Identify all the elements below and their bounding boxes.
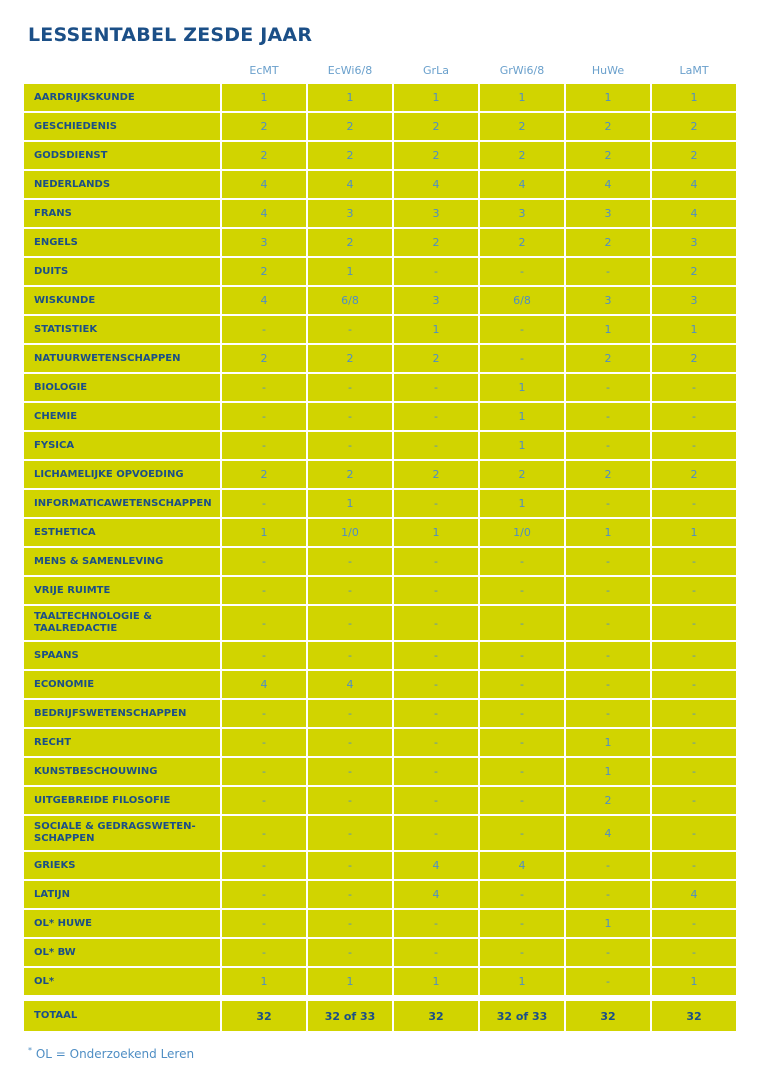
- hours-cell: 3: [566, 200, 650, 227]
- hours-cell: 3: [222, 229, 306, 256]
- hours-cell: 4: [652, 881, 736, 908]
- hours-cell: 2: [652, 461, 736, 488]
- hours-cell: -: [308, 577, 392, 604]
- hours-cell: -: [480, 577, 564, 604]
- hours-cell: -: [222, 939, 306, 966]
- hours-cell: -: [222, 490, 306, 517]
- hours-cell: -: [308, 787, 392, 814]
- hours-cell: -: [308, 642, 392, 669]
- hours-cell: -: [222, 577, 306, 604]
- hours-cell: 2: [222, 345, 306, 372]
- subject-cell: GESCHIEDENIS: [24, 113, 220, 140]
- hours-cell: -: [308, 910, 392, 937]
- hours-cell: 3: [652, 229, 736, 256]
- hours-cell: 1: [652, 519, 736, 546]
- hours-cell: 2: [652, 142, 736, 169]
- subject-cell: OL* HUWE: [24, 910, 220, 937]
- hours-cell: -: [480, 729, 564, 756]
- hours-cell: -: [308, 606, 392, 640]
- hours-cell: 1: [652, 968, 736, 995]
- hours-cell: -: [566, 403, 650, 430]
- hours-cell: 2: [566, 345, 650, 372]
- hours-cell: -: [566, 548, 650, 575]
- hours-cell: -: [308, 758, 392, 785]
- hours-cell: 3: [394, 200, 478, 227]
- hours-cell: 1: [480, 968, 564, 995]
- subject-cell: KUNSTBESCHOUWING: [24, 758, 220, 785]
- hours-cell: -: [566, 490, 650, 517]
- hours-cell: 1: [308, 968, 392, 995]
- hours-cell: 4: [480, 852, 564, 879]
- hours-cell: -: [480, 910, 564, 937]
- hours-cell: 2: [308, 345, 392, 372]
- hours-cell: 2: [652, 345, 736, 372]
- hours-cell: -: [308, 432, 392, 459]
- hours-cell: 1: [222, 519, 306, 546]
- hours-cell: -: [308, 700, 392, 727]
- hours-cell: -: [566, 968, 650, 995]
- subject-cell: FRANS: [24, 200, 220, 227]
- subject-cell: LICHAMELIJKE OPVOEDING: [24, 461, 220, 488]
- total-cell: 32: [222, 1001, 306, 1031]
- hours-cell: -: [222, 432, 306, 459]
- hours-cell: 2: [394, 461, 478, 488]
- page-title: LESSENTABEL ZESDE JAAR: [28, 24, 313, 46]
- hours-cell: -: [222, 548, 306, 575]
- hours-cell: 4: [394, 852, 478, 879]
- hours-cell: 1: [652, 84, 736, 111]
- hours-cell: 2: [222, 258, 306, 285]
- hours-cell: 4: [652, 200, 736, 227]
- subject-cell: BIOLOGIE: [24, 374, 220, 401]
- hours-cell: 2: [566, 229, 650, 256]
- hours-cell: 1: [566, 519, 650, 546]
- hours-cell: -: [394, 816, 478, 850]
- hours-cell: -: [222, 758, 306, 785]
- hours-cell: -: [222, 729, 306, 756]
- hours-cell: -: [566, 432, 650, 459]
- hours-cell: -: [394, 642, 478, 669]
- hours-cell: -: [394, 490, 478, 517]
- hours-cell: 2: [480, 113, 564, 140]
- hours-cell: -: [394, 374, 478, 401]
- hours-cell: 2: [308, 461, 392, 488]
- hours-cell: -: [222, 606, 306, 640]
- hours-cell: -: [222, 403, 306, 430]
- hours-cell: -: [652, 490, 736, 517]
- subject-cell: INFORMATICAWETENSCHAPPEN: [24, 490, 220, 517]
- hours-cell: -: [480, 548, 564, 575]
- hours-cell: 4: [222, 171, 306, 198]
- hours-cell: -: [308, 374, 392, 401]
- hours-cell: -: [308, 939, 392, 966]
- hours-cell: -: [308, 729, 392, 756]
- subject-cell: LATIJN: [24, 881, 220, 908]
- hours-cell: 3: [480, 200, 564, 227]
- subject-cell: GODSDIENST: [24, 142, 220, 169]
- hours-cell: -: [222, 642, 306, 669]
- hours-cell: -: [222, 316, 306, 343]
- subject-cell: ESTHETICA: [24, 519, 220, 546]
- hours-cell: -: [566, 852, 650, 879]
- column-header: LaMT: [679, 63, 709, 77]
- hours-cell: 2: [566, 787, 650, 814]
- hours-cell: -: [480, 671, 564, 698]
- hours-cell: 4: [308, 171, 392, 198]
- hours-cell: 2: [480, 229, 564, 256]
- subject-cell: SPAANS: [24, 642, 220, 669]
- column-header: GrLa: [423, 63, 449, 77]
- hours-cell: -: [394, 939, 478, 966]
- hours-cell: -: [394, 700, 478, 727]
- hours-cell: -: [652, 910, 736, 937]
- hours-cell: 2: [222, 142, 306, 169]
- hours-cell: -: [394, 758, 478, 785]
- hours-cell: 2: [480, 461, 564, 488]
- hours-cell: 2: [652, 258, 736, 285]
- hours-cell: 2: [394, 345, 478, 372]
- hours-cell: 1: [394, 316, 478, 343]
- subject-cell: ECONOMIE: [24, 671, 220, 698]
- hours-cell: -: [480, 316, 564, 343]
- hours-cell: -: [394, 787, 478, 814]
- hours-cell: 4: [480, 171, 564, 198]
- hours-cell: -: [652, 816, 736, 850]
- hours-cell: -: [652, 729, 736, 756]
- hours-cell: -: [308, 548, 392, 575]
- hours-cell: -: [394, 432, 478, 459]
- footnote-mark: *: [28, 1046, 32, 1055]
- hours-cell: 2: [394, 113, 478, 140]
- hours-cell: -: [480, 758, 564, 785]
- hours-cell: -: [566, 577, 650, 604]
- hours-cell: -: [222, 816, 306, 850]
- hours-cell: -: [566, 700, 650, 727]
- hours-cell: 4: [566, 816, 650, 850]
- hours-cell: 1: [308, 84, 392, 111]
- subject-cell: NEDERLANDS: [24, 171, 220, 198]
- hours-cell: 6/8: [480, 287, 564, 314]
- hours-cell: -: [480, 642, 564, 669]
- hours-cell: 1: [652, 316, 736, 343]
- hours-cell: 4: [652, 171, 736, 198]
- hours-cell: 4: [394, 171, 478, 198]
- hours-cell: -: [652, 577, 736, 604]
- hours-cell: 2: [308, 142, 392, 169]
- hours-cell: 1: [566, 758, 650, 785]
- total-cell: 32: [652, 1001, 736, 1031]
- hours-cell: -: [480, 606, 564, 640]
- total-cell: 32: [394, 1001, 478, 1031]
- total-cell: 32 of 33: [308, 1001, 392, 1031]
- hours-cell: 4: [566, 171, 650, 198]
- footnote-text: OL = Onderzoekend Leren: [32, 1047, 195, 1061]
- hours-cell: 1: [480, 84, 564, 111]
- hours-cell: -: [394, 671, 478, 698]
- hours-cell: -: [566, 939, 650, 966]
- hours-cell: -: [308, 816, 392, 850]
- subject-cell: GRIEKS: [24, 852, 220, 879]
- column-header: EcMT: [249, 63, 279, 77]
- hours-cell: 2: [394, 229, 478, 256]
- hours-cell: 3: [394, 287, 478, 314]
- hours-cell: -: [566, 642, 650, 669]
- hours-cell: -: [480, 816, 564, 850]
- column-header: GrWi6/8: [499, 63, 545, 77]
- hours-cell: 1: [394, 968, 478, 995]
- hours-cell: -: [308, 316, 392, 343]
- hours-cell: -: [394, 729, 478, 756]
- lessons-table: [24, 58, 742, 1031]
- hours-cell: -: [394, 548, 478, 575]
- hours-cell: 4: [394, 881, 478, 908]
- hours-cell: -: [480, 700, 564, 727]
- hours-cell: 2: [566, 113, 650, 140]
- hours-cell: -: [308, 881, 392, 908]
- hours-cell: -: [652, 700, 736, 727]
- hours-cell: 1: [394, 84, 478, 111]
- hours-cell: 1: [480, 490, 564, 517]
- hours-cell: -: [308, 403, 392, 430]
- hours-cell: 2: [480, 142, 564, 169]
- hours-cell: -: [480, 258, 564, 285]
- total-label: TOTAAL: [24, 1001, 220, 1031]
- total-cell: 32: [566, 1001, 650, 1031]
- subject-cell: UITGEBREIDE FILOSOFIE: [24, 787, 220, 814]
- subject-cell: FYSICA: [24, 432, 220, 459]
- hours-cell: 1: [566, 910, 650, 937]
- hours-cell: -: [566, 606, 650, 640]
- subject-cell: DUITS: [24, 258, 220, 285]
- subject-cell: WISKUNDE: [24, 287, 220, 314]
- hours-cell: 4: [308, 671, 392, 698]
- hours-cell: 1: [566, 316, 650, 343]
- hours-cell: 4: [222, 200, 306, 227]
- hours-cell: -: [652, 671, 736, 698]
- subject-cell: BEDRIJFSWETENSCHAPPEN: [24, 700, 220, 727]
- hours-cell: -: [480, 939, 564, 966]
- hours-cell: -: [652, 374, 736, 401]
- hours-cell: 3: [566, 287, 650, 314]
- hours-cell: 1/0: [308, 519, 392, 546]
- hours-cell: -: [222, 852, 306, 879]
- hours-cell: -: [394, 577, 478, 604]
- hours-cell: 2: [394, 142, 478, 169]
- hours-cell: -: [222, 700, 306, 727]
- hours-cell: -: [652, 852, 736, 879]
- subject-cell: MENS & SAMENLEVING: [24, 548, 220, 575]
- hours-cell: -: [566, 881, 650, 908]
- hours-cell: 1: [222, 84, 306, 111]
- column-header: EcWi6/8: [327, 63, 373, 77]
- hours-cell: 2: [652, 113, 736, 140]
- hours-cell: -: [480, 787, 564, 814]
- hours-cell: -: [394, 403, 478, 430]
- column-header: HuWe: [591, 63, 625, 77]
- hours-cell: 1: [480, 432, 564, 459]
- hours-cell: -: [480, 881, 564, 908]
- footnote: [28, 1047, 194, 1061]
- hours-cell: 2: [566, 142, 650, 169]
- hours-cell: 1: [480, 403, 564, 430]
- subject-cell: OL*: [24, 968, 220, 995]
- hours-cell: 1: [566, 729, 650, 756]
- hours-cell: -: [394, 258, 478, 285]
- hours-cell: -: [652, 548, 736, 575]
- hours-cell: -: [566, 374, 650, 401]
- subject-cell: VRIJE RUIMTE: [24, 577, 220, 604]
- hours-cell: -: [394, 606, 478, 640]
- hours-cell: -: [222, 881, 306, 908]
- hours-cell: -: [652, 939, 736, 966]
- hours-cell: 2: [566, 461, 650, 488]
- hours-cell: 6/8: [308, 287, 392, 314]
- hours-cell: 1: [394, 519, 478, 546]
- hours-cell: -: [566, 671, 650, 698]
- subject-cell: STATISTIEK: [24, 316, 220, 343]
- hours-cell: 1: [566, 84, 650, 111]
- hours-cell: -: [652, 787, 736, 814]
- subject-cell: OL* BW: [24, 939, 220, 966]
- hours-cell: 3: [652, 287, 736, 314]
- subject-cell: RECHT: [24, 729, 220, 756]
- hours-cell: 1: [222, 968, 306, 995]
- header-corner: [24, 58, 220, 82]
- subject-cell: CHEMIE: [24, 403, 220, 430]
- subject-cell: TAALTECHNOLOGIE & TAALREDACTIE: [24, 606, 220, 640]
- hours-cell: -: [652, 606, 736, 640]
- hours-cell: 2: [222, 461, 306, 488]
- hours-cell: 1: [308, 258, 392, 285]
- hours-cell: -: [394, 910, 478, 937]
- hours-cell: 2: [308, 113, 392, 140]
- hours-cell: -: [652, 642, 736, 669]
- hours-cell: -: [652, 758, 736, 785]
- hours-cell: 1: [480, 374, 564, 401]
- hours-cell: -: [652, 403, 736, 430]
- hours-cell: 1/0: [480, 519, 564, 546]
- hours-cell: 3: [308, 200, 392, 227]
- hours-cell: 2: [308, 229, 392, 256]
- hours-cell: -: [222, 787, 306, 814]
- hours-cell: -: [308, 852, 392, 879]
- subject-cell: AARDRIJKSKUNDE: [24, 84, 220, 111]
- subject-cell: ENGELS: [24, 229, 220, 256]
- hours-cell: -: [566, 258, 650, 285]
- hours-cell: 2: [222, 113, 306, 140]
- total-cell: 32 of 33: [480, 1001, 564, 1031]
- hours-cell: -: [222, 374, 306, 401]
- hours-cell: -: [222, 910, 306, 937]
- hours-cell: 4: [222, 671, 306, 698]
- hours-cell: -: [652, 432, 736, 459]
- subject-cell: NATUURWETENSCHAPPEN: [24, 345, 220, 372]
- hours-cell: 4: [222, 287, 306, 314]
- hours-cell: 1: [308, 490, 392, 517]
- hours-cell: -: [480, 345, 564, 372]
- subject-cell: SOCIALE & GEDRAGSWETEN-SCHAPPEN: [24, 816, 220, 850]
